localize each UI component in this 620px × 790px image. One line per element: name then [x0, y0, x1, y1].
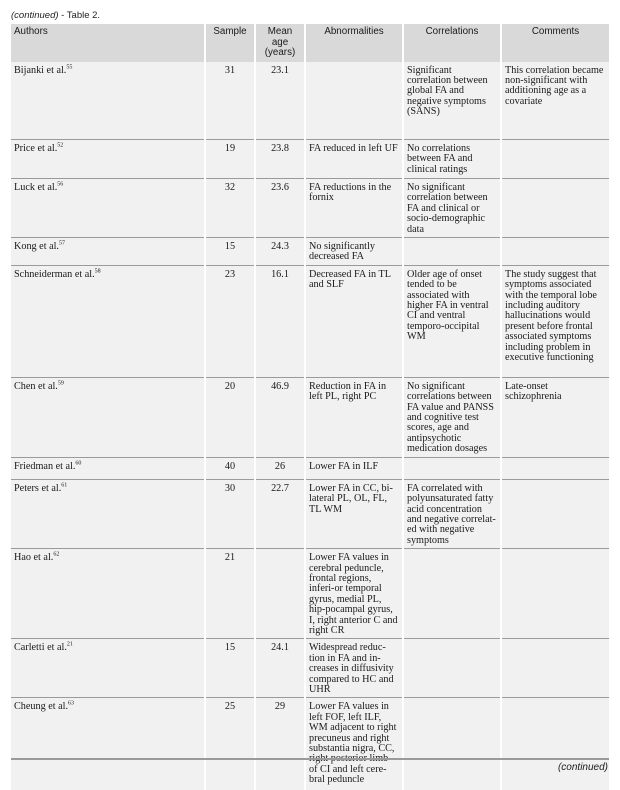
- comments-cell: This correlation became non-significant with additioning age as a covariate: [501, 62, 609, 140]
- abnormalities-cell: Lower FA values in left FOF, left ILF, WM adjacent to right precuneus and right substantia nigra, CC, of CI and left cere-bral peduncle: [305, 698, 403, 790]
- author-cell: Carletti et al.$^{21}$: [11, 639, 205, 698]
- table-row: [11, 140, 609, 179]
- abnormalities-cell: [305, 62, 403, 140]
- caption-table-label: - Table 2.: [58, 10, 101, 21]
- sample-cell: 15: [205, 238, 255, 266]
- header-authors: Authors: [11, 24, 205, 62]
- abnormalities-cell: Lower FA in ILF: [305, 457, 403, 479]
- age-cell: 23.8: [255, 140, 305, 179]
- sample-cell: 40: [205, 457, 255, 479]
- comments-cell: [501, 179, 609, 238]
- table-row: [11, 639, 609, 698]
- abnormalities-cell: No significantly decreased FA: [305, 238, 403, 266]
- abnormalities-cell: Lower FA in CC, bi-lateral PL, OL, FL, TL WM: [305, 479, 403, 548]
- header-abnormalities: Abnormalities: [305, 24, 403, 62]
- table-row: [11, 377, 609, 457]
- sample-cell: 20: [205, 377, 255, 457]
- table-row: [11, 479, 609, 548]
- table-row: [11, 179, 609, 238]
- header-sample: Sample: [205, 24, 255, 62]
- table-bottom-rule: [11, 758, 609, 760]
- age-cell: 26: [255, 457, 305, 479]
- correlations-cell: [403, 698, 501, 790]
- data-table: [11, 24, 609, 790]
- abnormalities-cell: Decreased FA in TL and SLF: [305, 265, 403, 377]
- header-comments: Comments: [501, 24, 609, 62]
- abnormalities-cell: Lower FA values in cerebral peduncle, frontal regions, inferi-or temporal gyrus, medial PL, hip-pocampal gyrus, I, right anterior C and right CR: [305, 549, 403, 639]
- age-cell: 24.1: [255, 639, 305, 698]
- table-row: [11, 698, 609, 790]
- age-cell: 16.1: [255, 265, 305, 377]
- correlations-cell: No significant correlations between FA value and PANSS and cognitive test scores, age and antipsychotic medication dosages: [403, 377, 501, 457]
- comments-cell: [501, 238, 609, 266]
- author-cell: Price et al.$^{52}$: [11, 140, 205, 179]
- correlations-cell: Older age of onset tended to be associated with higher FA in ventral CI and ventral temporo-occipital WM: [403, 265, 501, 377]
- sample-cell: 21: [205, 549, 255, 639]
- author-cell: Chen et al.$^{59}$: [11, 377, 205, 457]
- table-row: [11, 62, 609, 140]
- author-cell: Luck et al.$^{56}$: [11, 179, 205, 238]
- age-cell: 23.1: [255, 62, 305, 140]
- sample-cell: 30: [205, 479, 255, 548]
- table-row: [11, 457, 609, 479]
- comments-cell: Late-onset schizophrenia: [501, 377, 609, 457]
- correlations-cell: No significant correlation between FA and clinical or socio-demographic data: [403, 179, 501, 238]
- author-cell: Friedman et al.$^{60}$: [11, 457, 205, 479]
- sample-cell: 23: [205, 265, 255, 377]
- author-cell: Peters et al.$^{61}$: [11, 479, 205, 548]
- table-row: [11, 549, 609, 639]
- age-cell: 46.9: [255, 377, 305, 457]
- comments-cell: [501, 639, 609, 698]
- author-cell: Kong et al.$^{57}$: [11, 238, 205, 266]
- sample-cell: 15: [205, 639, 255, 698]
- comments-cell: [501, 549, 609, 639]
- comments-cell: [501, 479, 609, 548]
- age-cell: 29: [255, 698, 305, 790]
- age-cell: [255, 549, 305, 639]
- age-cell: 22.7: [255, 479, 305, 548]
- abnormalities-cell: Widespread reduc-tion in FA and in-creases in diffusivity compared to HC and UHR: [305, 639, 403, 698]
- caption-continued: (continued): [11, 10, 59, 21]
- author-cell: Hao et al.$^{62}$: [11, 549, 205, 639]
- abnormalities-cell: Reduction in FA in left PL, right PC: [305, 377, 403, 457]
- comments-cell: [501, 457, 609, 479]
- comments-cell: [501, 698, 609, 790]
- correlations-cell: [403, 457, 501, 479]
- abnormalities-cell: FA reductions in the fornix: [305, 179, 403, 238]
- comments-cell: The study suggest that symptoms associated with the temporal lobe including auditory hallucinations would present before frontal associated symptoms including problem in executive functioning: [501, 265, 609, 377]
- header-mean-age: Mean age (years): [255, 24, 305, 62]
- age-cell: 24.3: [255, 238, 305, 266]
- sample-cell: 32: [205, 179, 255, 238]
- continued-footer: (continued): [557, 762, 608, 773]
- correlations-cell: No correlations between FA and clinical ratings: [403, 140, 501, 179]
- abnormalities-cell: FA reduced in left UF: [305, 140, 403, 179]
- author-cell: Bijanki et al.$^{55}$: [11, 62, 205, 140]
- correlations-cell: [403, 549, 501, 639]
- sample-cell: 31: [205, 62, 255, 140]
- age-cell: 23.6: [255, 179, 305, 238]
- comments-cell: [501, 140, 609, 179]
- author-cell: Schneiderman et al.$^{58}$: [11, 265, 205, 377]
- table-row: [11, 238, 609, 266]
- header-row: [11, 24, 609, 62]
- correlations-cell: [403, 238, 501, 266]
- table-row: [11, 265, 609, 377]
- author-cell: Cheung et al.$^{63}$: [11, 698, 205, 790]
- sample-cell: 25: [205, 698, 255, 790]
- correlations-cell: FA correlated with polyunsaturated fatty acid concentration and negative correlat-ed with negative symptoms: [403, 479, 501, 548]
- correlations-cell: Significant correlation between global FA and negative symptoms (SANS): [403, 62, 501, 140]
- header-correlations: Correlations: [403, 24, 501, 62]
- correlations-cell: [403, 639, 501, 698]
- table-caption: [11, 10, 100, 21]
- sample-cell: 19: [205, 140, 255, 179]
